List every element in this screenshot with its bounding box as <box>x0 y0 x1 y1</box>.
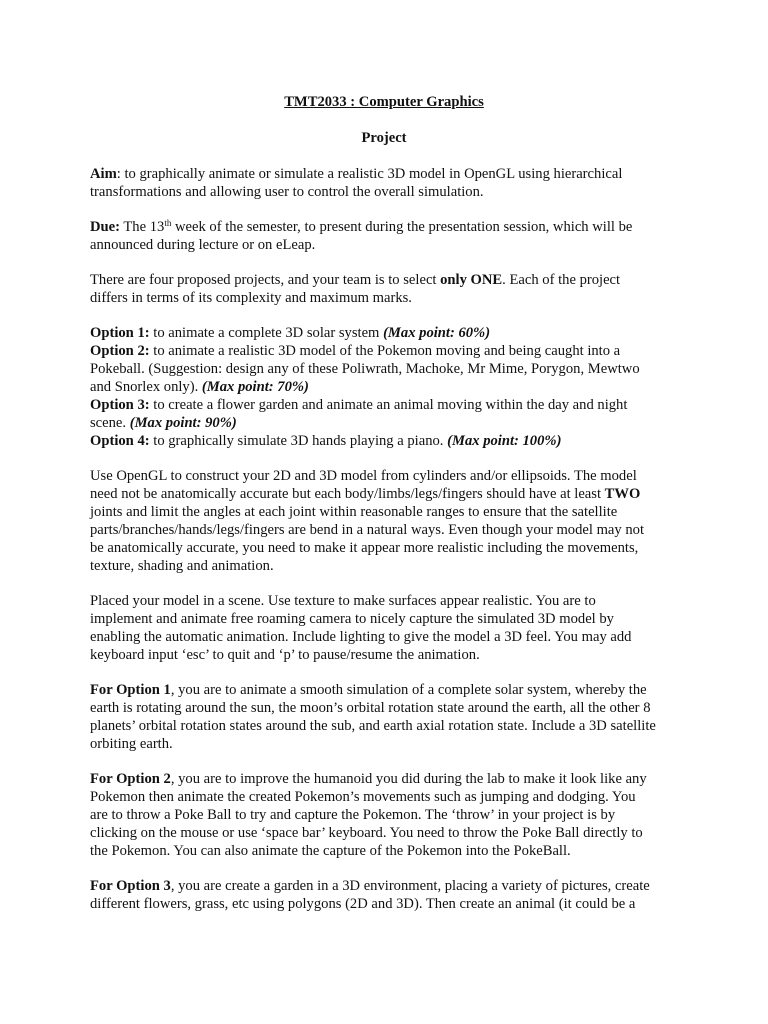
for-option-2-paragraph: For Option 2, you are to improve the humanoid you did during the lab to make it look like any Pokemon then animate the created Pokemon’s movements such as jumping and dodging. You are to throw a Poke Ball to try and capture the Pokemon. The ‘throw’ in your project is by clicking on the mouse or use ‘space bar’ keyboard. You need to throw the Poke Ball directly to the Pokemon. You can also animate the capture of the Pokemon into the PokeBall. <box>90 771 647 859</box>
aim-line-2: transformations and allowing user to control the overall simulation. <box>90 184 484 200</box>
aim-paragraph <box>90 165 685 201</box>
option-label: Option 4: <box>90 433 150 449</box>
option-2: Option 2: to animate a realistic 3D model of the Pokemon moving and being caught into a Pokeball. (Suggestion: design any of these Poliwrath, Machoke, Mr Mime, Porygon, Mewtwo and Snorlex only). (Max point: 70%) <box>90 343 640 395</box>
max-point: (Max point: 90%) <box>129 415 237 431</box>
max-point: (Max point: 100%) <box>447 433 562 449</box>
max-point: (Max point: 60%) <box>383 325 491 341</box>
aim-line-1: Aim: to graphically animate or simulate a realistic 3D model in OpenGL using hierarchical <box>90 166 623 182</box>
option-4: Option 4: to graphically simulate 3D hands playing a piano. (Max point: 100%) <box>90 433 562 449</box>
due-line-2: announced during lecture or on eLeap. <box>90 237 316 253</box>
for-option-3-paragraph: For Option 3, you are create a garden in a 3D environment, placing a variety of pictures, create different flowers, grass, etc using polygons (2D and 3D). Then create an animal (it could be a <box>90 878 650 912</box>
intro-line-1: There are four proposed projects, and your team is to select only ONE. Each of the project <box>90 272 621 288</box>
due-paragraph <box>90 218 685 254</box>
option-1: Option 1: to animate a complete 3D solar system (Max point: 60%) <box>90 325 491 341</box>
option-3: Option 3: to create a flower garden and animate an animal moving within the day and night scene. (Max point: 90%) <box>90 397 628 431</box>
for-option-label: For Option 2 <box>90 771 171 787</box>
option-label: Option 1: <box>90 325 150 341</box>
intro-paragraph <box>90 271 685 307</box>
due-line-1: Due: The 13th week of the semester, to present during the presentation session, which will be <box>90 218 633 235</box>
for-option-label: For Option 3 <box>90 878 171 894</box>
option-label: Option 2: <box>90 343 150 359</box>
option-label: Option 3: <box>90 397 150 413</box>
for-option-1-paragraph: For Option 1, you are to animate a smooth simulation of a complete solar system, whereby the earth is rotating around the sun, the moon’s orbital rotation state around the earth, all the other 8 planets’ orbital rotation states around the sub, and earth axial rotation state. Include a 3D satellite orbiting earth. <box>90 682 656 752</box>
document-title: TMT2033 : Computer Graphics <box>284 94 484 110</box>
intro-line-2: differs in terms of its complexity and maximum marks. <box>90 290 412 306</box>
document-body <box>90 165 685 930</box>
options-list <box>90 324 685 450</box>
max-point: (Max point: 70%) <box>201 379 309 395</box>
opengl-paragraph: Use OpenGL to construct your 2D and 3D model from cylinders and/or ellipsoids. The model need not be anatomically accurate but each body/limbs/legs/fingers should have at least TWO joints and limit the angles at each joint within reasonable ranges to ensure that the satellite parts/branches/hands/legs/fingers are bend in a natural ways. Even though your model may not be anatomically accurate, you need to make it appear more realistic including the movements, texture, shading and animation. <box>90 468 645 574</box>
scene-paragraph: Placed your model in a scene. Use texture to make surfaces appear realistic. You are to implement and animate free roaming camera to nicely capture the simulated 3D model by enabling the automatic animation. Include lighting to give the model a 3D feel. You may add keyboard input ‘esc’ to quit and ‘p’ to pause/resume the animation. <box>90 593 632 663</box>
aim-label: Aim <box>90 166 117 182</box>
due-label: Due: <box>90 219 120 235</box>
for-option-label: For Option 1 <box>90 682 171 698</box>
document-subtitle: Project <box>361 130 407 146</box>
